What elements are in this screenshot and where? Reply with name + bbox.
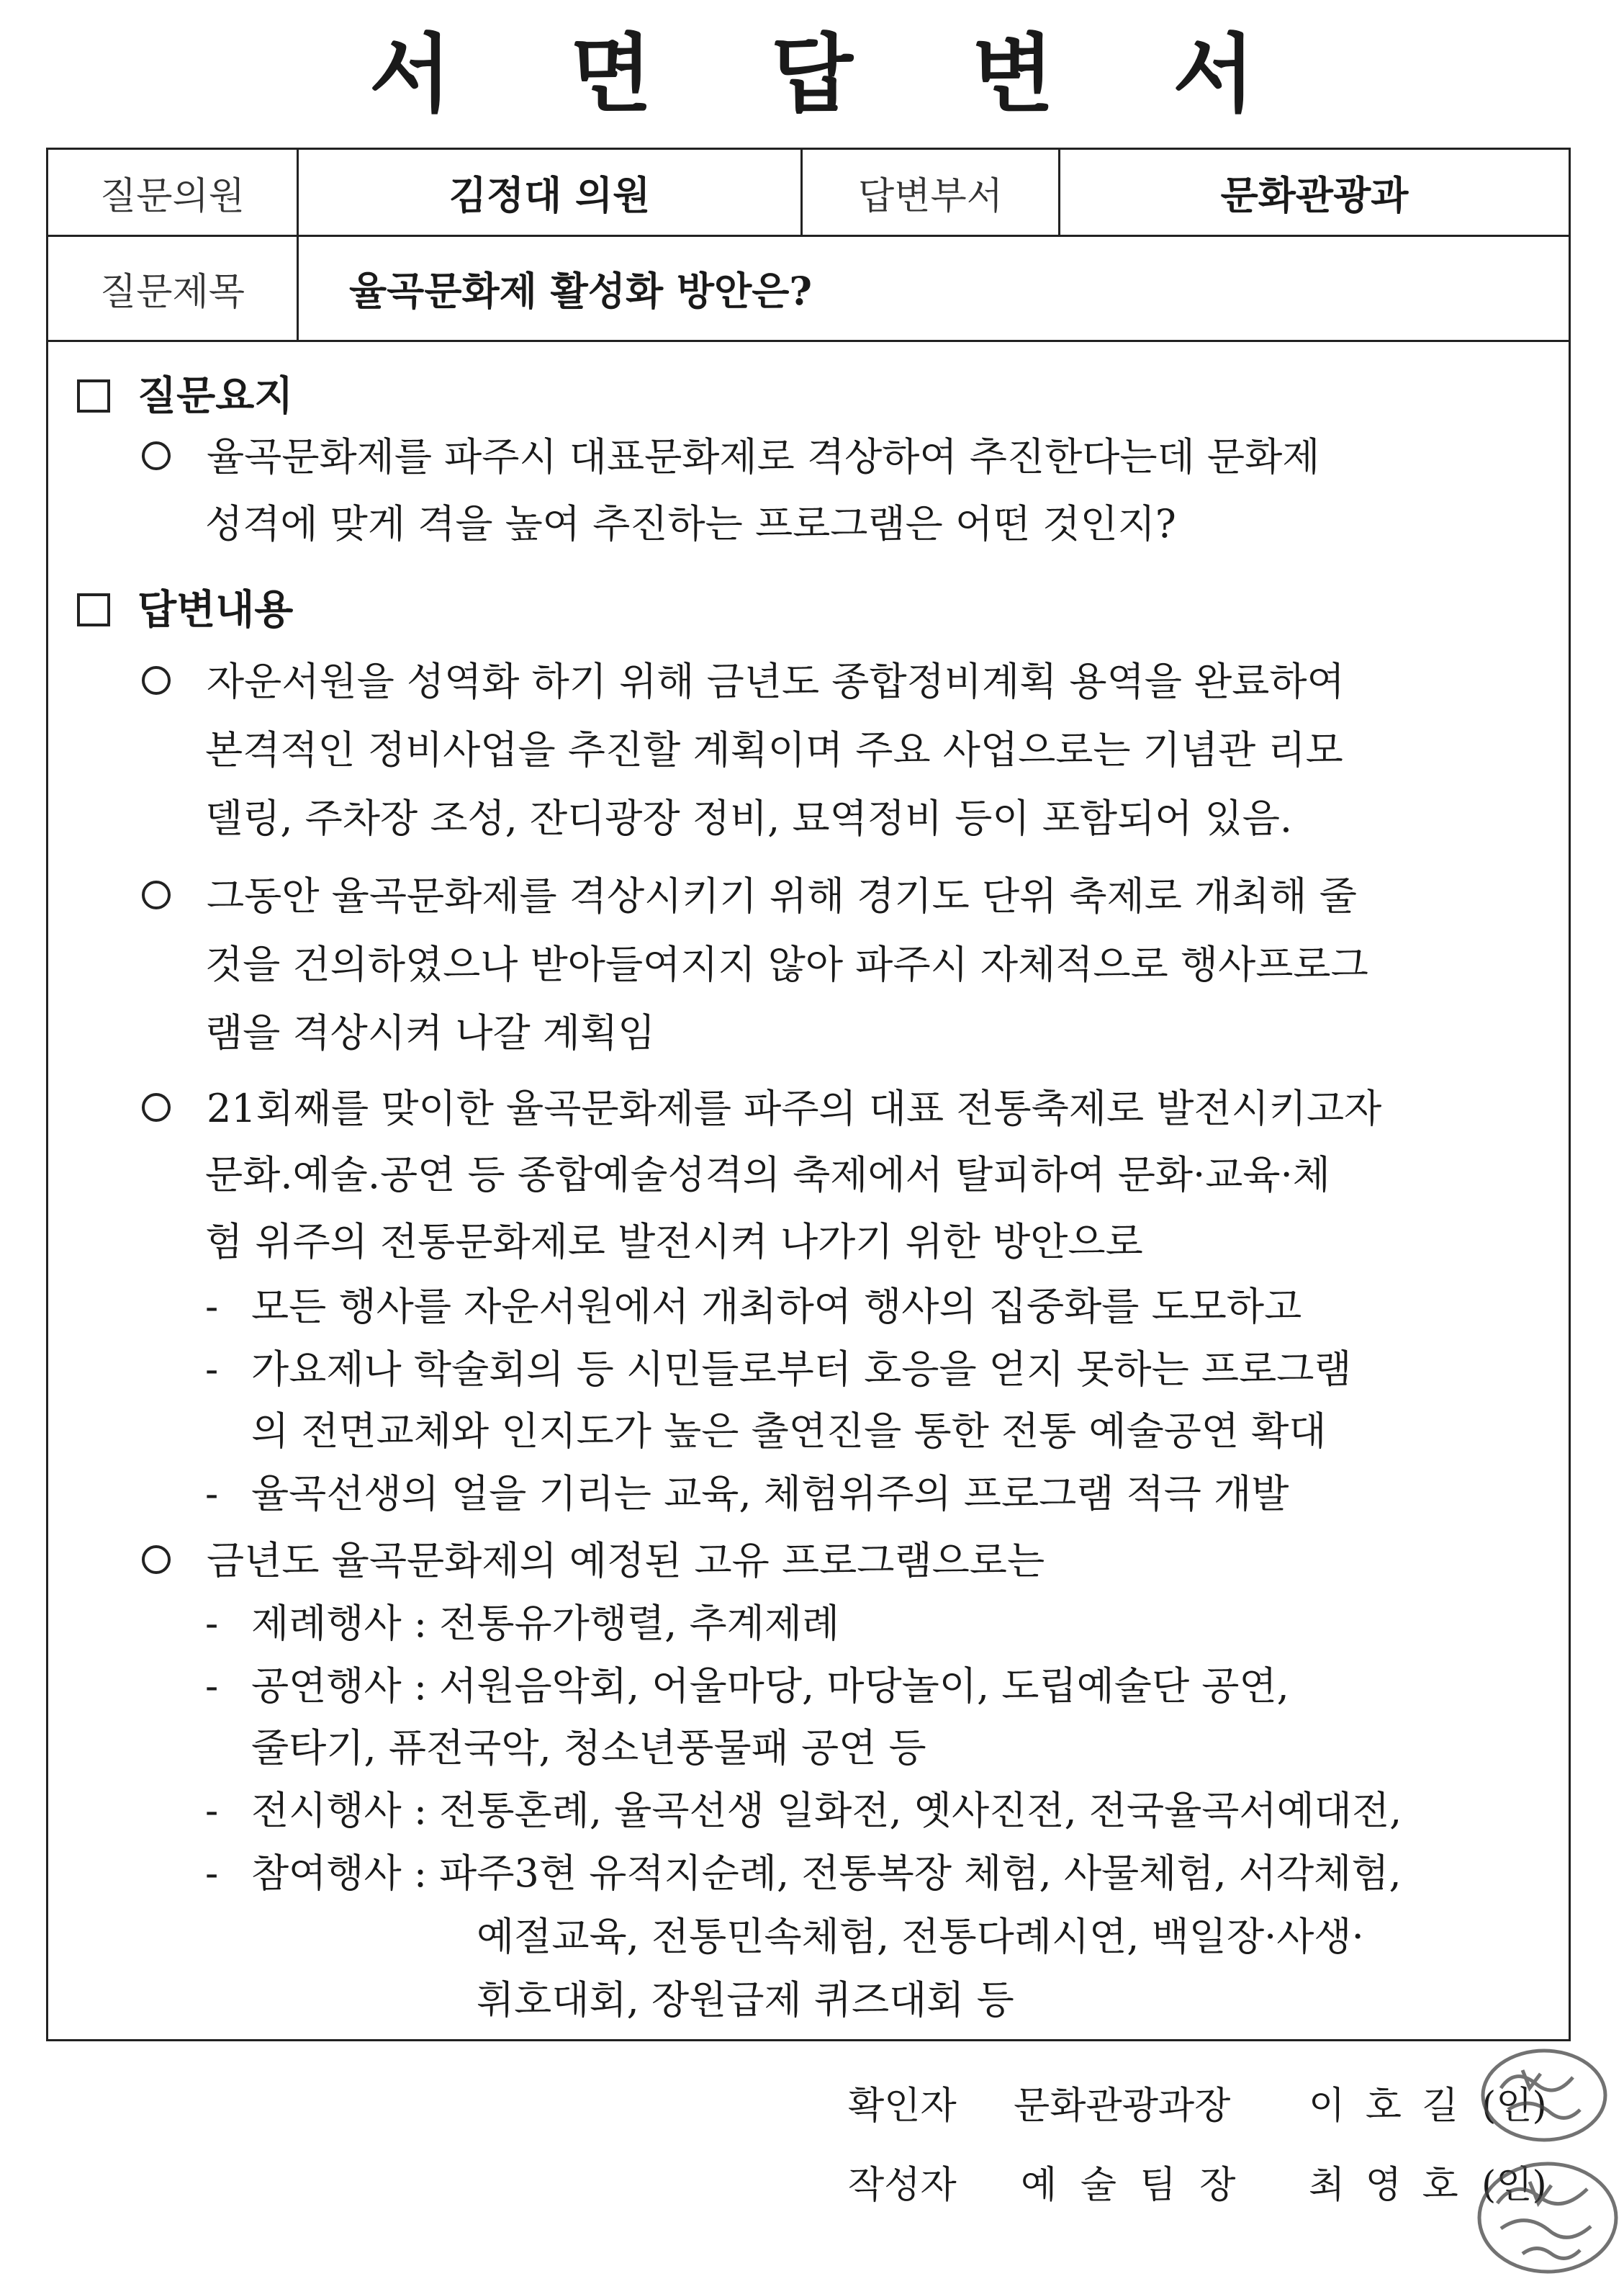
- questioner-label: 질문의원: [48, 150, 299, 235]
- section-answer-heading: [77, 585, 293, 635]
- program-item-continued: 줄타기, 퓨전국악, 청소년풍물패 공연 등: [251, 1725, 926, 1771]
- program-item: - 참여행사 : 파주3현 유적지순례, 전통복장 체험, 사물체험, 서각체험,: [205, 1850, 1402, 1896]
- section-heading-label: 답변내용: [137, 586, 294, 634]
- answer-sub-item: - 모든 행사를 자운서원에서 개최하여 행사의 집중화를 도모하고: [205, 1284, 1302, 1329]
- bullet-circle-icon: [142, 1093, 171, 1122]
- summary-line: 율곡문화제를 파주시 대표문화제로 격상하여 추진한다는데 문화제: [142, 432, 1535, 482]
- program-item-continued: 휘호대회, 장원급제 퀴즈대회 등: [477, 1977, 1014, 2023]
- questioner-value: 김정대 의원: [299, 150, 803, 235]
- answer-sub-item-continued: 의 전면교체와 인지도가 높은 출연진을 통한 전통 예술공연 확대: [251, 1408, 1327, 1454]
- answer-line: 험 위주의 전통문화제로 발전시켜 나가기 위한 방안으로: [205, 1219, 1143, 1264]
- answer-line: 자운서원을 성역화 하기 위해 금년도 종합정비계획 용역을 완료하여: [142, 657, 1345, 707]
- confirmer-seal-label: (인): [1481, 2085, 1547, 2128]
- program-item: - 전시행사 : 전통혼례, 율곡선생 일화전, 옛사진전, 전국율곡서예대전,: [205, 1788, 1402, 1833]
- bullet-circle-icon: [142, 1545, 171, 1574]
- section-heading-label: 질문요지: [137, 372, 294, 420]
- dept-label: 답변부서: [803, 150, 1060, 235]
- section-question-summary-heading: [77, 371, 293, 421]
- bullet-circle-icon: [142, 881, 171, 909]
- program-item: - 제례행사 : 전통유가행렬, 추계제례: [205, 1601, 840, 1646]
- bullet-circle-icon: [142, 666, 171, 695]
- page-title: 서 면 답 변 서: [369, 24, 1300, 124]
- confirmer-title: 문화관광과장: [1014, 2085, 1231, 2128]
- official-seal-stamp-icon: [1458, 2038, 1623, 2283]
- answer-line: 델링, 주차장 조성, 잔디광장 정비, 묘역정비 등이 포함되어 있음.: [205, 796, 1293, 841]
- answer-line: 램을 격상시켜 나갈 계획임: [205, 1010, 656, 1056]
- confirmer-name: 이 호 길: [1309, 2085, 1463, 2128]
- answer-line: 그동안 율곡문화제를 격상시키기 위해 경기도 단위 축제로 개최해 줄: [142, 871, 1357, 922]
- answer-line: 본격적인 정비사업을 추진할 계획이며 주요 사업으로는 기념관 리모: [205, 727, 1343, 773]
- confirmer-signoff: [848, 2081, 1547, 2131]
- writer-signoff: [848, 2160, 1547, 2211]
- checkbox-square-icon: [77, 379, 110, 413]
- answer-form: [46, 148, 1571, 2041]
- bullet-circle-icon: [142, 441, 171, 470]
- summary-line: 성격에 맞게 격을 높여 추진하는 프로그램은 어떤 것인지?: [205, 501, 1176, 547]
- answer-line: 21회째를 맞이한 율곡문화제를 파주의 대표 전통축제로 발전시키고자: [142, 1084, 1381, 1134]
- subject-value: 율곡문화제 활성화 방안은?: [349, 268, 813, 314]
- answer-sub-item: - 가요제나 학술회의 등 시민들로부터 호응을 얻지 못하는 프로그램: [205, 1346, 1352, 1392]
- header-row-subject: [48, 237, 1569, 342]
- answer-sub-item: - 율곡선생의 얼을 기리는 교육, 체험위주의 프로그램 적극 개발: [205, 1471, 1289, 1516]
- answer-line: 금년도 율곡문화제의 예정된 고유 프로그램으로는: [142, 1536, 1045, 1586]
- answer-line: 문화.예술.공연 등 종합예술성격의 축제에서 탈피하여 문화·교육·체: [205, 1152, 1330, 1197]
- writer-name: 최 영 호: [1309, 2164, 1463, 2207]
- writer-role: 작성자: [848, 2164, 957, 2207]
- header-row-questioner: [48, 150, 1569, 237]
- writer-seal-label: (인): [1481, 2164, 1547, 2207]
- confirmer-role: 확인자: [848, 2085, 957, 2128]
- subject-label: 질문제목: [48, 237, 299, 340]
- program-item-continued: 예절교육, 전통민속체험, 전통다례시연, 백일장·사생·: [477, 1914, 1364, 1959]
- answer-line: 것을 건의하였으나 받아들여지지 않아 파주시 자체적으로 행사프로그: [205, 942, 1368, 987]
- writer-title: 예 술 팀 장: [1021, 2164, 1242, 2207]
- checkbox-square-icon: [77, 593, 110, 626]
- dept-value: 문화관광과: [1220, 171, 1409, 218]
- program-item: - 공연행사 : 서원음악회, 어울마당, 마당놀이, 도립예술단 공연,: [205, 1663, 1289, 1709]
